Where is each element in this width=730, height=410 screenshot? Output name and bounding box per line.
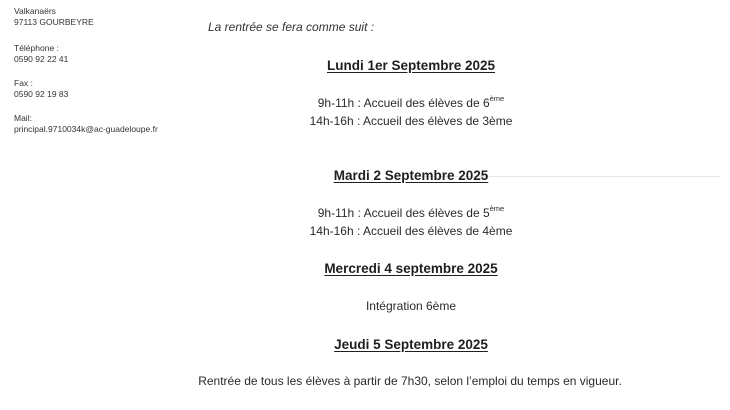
intro-text: La rentrée se fera comme suit :	[208, 20, 375, 34]
slot-mercredi	[250, 299, 572, 313]
day-title-jeudi: Jeudi 5 Septembre 2025	[334, 337, 488, 352]
day-title-mercredi: Mercredi 4 septembre 2025	[324, 261, 498, 276]
slot-lundi-afternoon	[250, 114, 572, 128]
mail-value[interactable]: principal.9710034k@ac-guadeloupe.fr	[14, 124, 158, 134]
fax-label: Fax :	[14, 78, 33, 88]
slot-text: 14h-16h : Accueil des élèves de 3ème	[309, 114, 513, 128]
slot-text: Intégration 6ème	[365, 299, 457, 313]
slot-sup: ème	[489, 94, 505, 103]
slot-mardi-morning	[250, 205, 572, 220]
slot-text: 14h-16h : Accueil des élèves de 4ème	[309, 224, 513, 238]
phone-value: 0590 92 22 41	[14, 54, 69, 64]
final-note: Rentrée de tous les élèves à partir de 7h30, selon l’emploi du temps en vigueur.	[198, 374, 622, 388]
slot-sup: ème	[489, 204, 505, 213]
slot-text: 9h-11h : Accueil des élèves de 5	[317, 206, 490, 220]
mail-label: Mail:	[14, 113, 32, 123]
slot-mardi-afternoon	[250, 224, 572, 238]
fax-value: 0590 92 19 83	[14, 89, 69, 99]
day-title-mardi: Mardi 2 Septembre 2025	[333, 168, 489, 183]
slot-lundi-morning	[250, 95, 572, 110]
school-contact-block	[14, 6, 194, 135]
slot-text: 9h-11h : Accueil des élèves de 6	[317, 96, 490, 110]
address-line-1: Valkanaërs	[14, 6, 56, 16]
phone-label: Téléphone :	[14, 43, 59, 53]
address-line-2: 97113 GOURBEYRE	[14, 17, 94, 27]
day-title-lundi: Lundi 1er Septembre 2025	[326, 58, 496, 73]
